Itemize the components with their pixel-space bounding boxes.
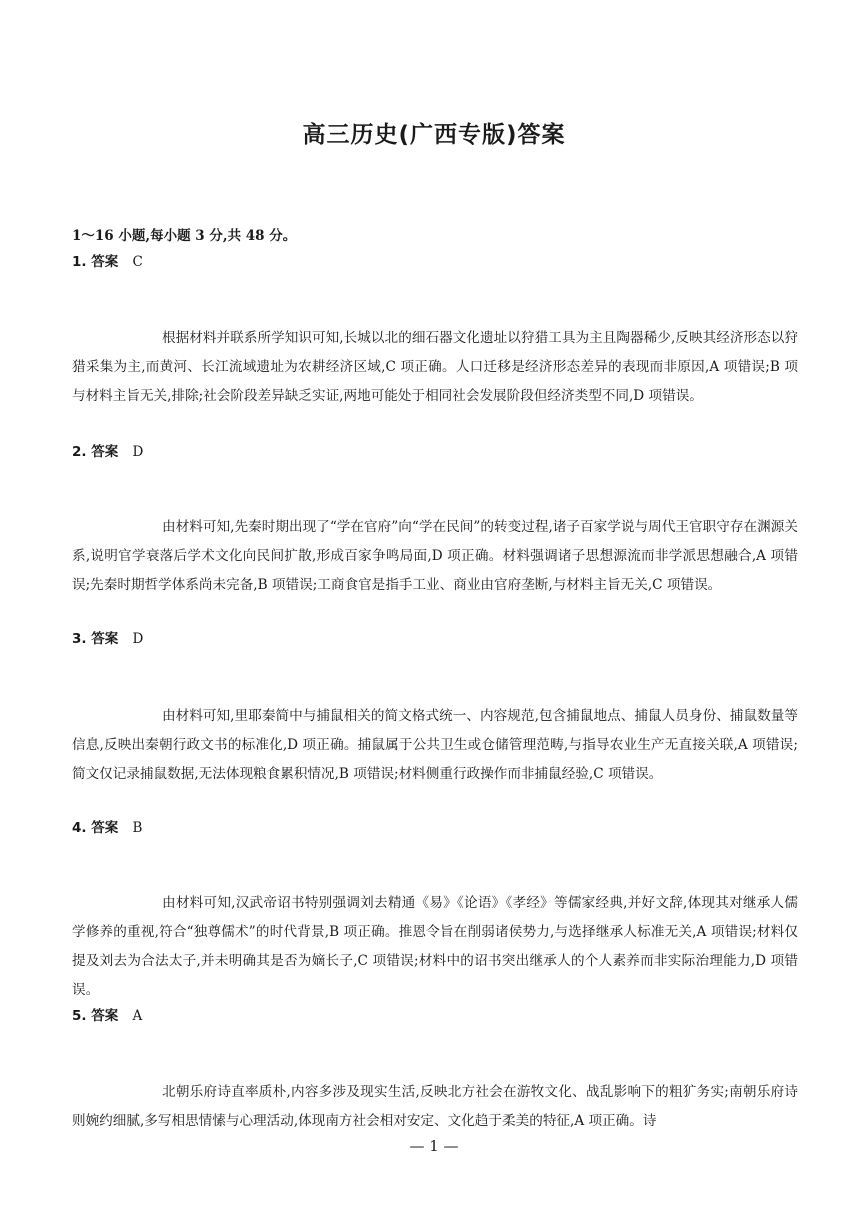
answer-letter: A [132, 1008, 143, 1024]
answer-number: 1. 答案 [72, 254, 119, 270]
answer-4-explanation: 由材料可知,汉武帝诏书特别强调刘去精通《易》《论语》《孝经》等儒家经典,并好文辞,体现其对继承人儒学修养的重视,符合“独尊儒术”的时代背景,B 项正确。推恩令旨在削弱诸侯势力,与选择继承人标准无关,A 项错误;材料仅提及刘去为合法太子,并未明确其是否为嫡长子,C 项错误;材料中的诏书突出继承人的个人素养而非实际治理能力,D 项错误。 [72, 895, 798, 998]
answer-number: 3. 答案 [72, 631, 119, 647]
page-number: — 1 — [409, 1137, 459, 1155]
answer-letter: D [132, 631, 144, 647]
answer-5-header [72, 1004, 142, 1024]
answer-letter: C [132, 254, 143, 270]
answer-number: 5. 答案 [72, 1008, 119, 1024]
section-intro: 1～16 小题,每小题 3 分,共 48 分。 [72, 228, 297, 244]
answer-letter: B [132, 820, 143, 836]
answer-2-explanation: 由材料可知,先秦时期出现了“学在官府”向“学在民间”的转变过程,诸子百家学说与周代王官职守存在渊源关系,说明官学衰落后学术文化向民间扩散,形成百家争鸣局面,D 项正确。材料强调诸子思想源流而非学派思想融合,A 项错误;先秦时期哲学体系尚未完备,B 项错误;工商食官是指手工业、商业由官府垄断,与材料主旨无关,C 项错误。 [72, 519, 798, 593]
answer-3-explanation: 由材料可知,里耶秦简中与捕鼠相关的简文格式统一、内容规范,包含捕鼠地点、捕鼠人员身份、捕鼠数量等信息,反映出秦朝行政文书的标准化,D 项正确。捕鼠属于公共卫生或仓储管理范畴,与指导农业生产无直接关联,A 项错误;简文仅记录捕鼠数据,无法体现粮食累积情况,B 项错误;材料侧重行政操作而非捕鼠经验,C 项错误。 [72, 708, 798, 782]
answer-1-explanation: 根据材料并联系所学知识可知,长城以北的细石器文化遗址以狩猎工具为主且陶器稀少,反映其经济形态以狩猎采集为主,而黄河、长江流域遗址为农耕经济区域,C 项正确。人口迁移是经济形态差异的表现而非原因,A 项错误;B 项与材料主旨无关,排除;社会阶段差异缺乏实证,两地可能处于相同社会发展阶段但经济类型不同,D 项错误。 [72, 330, 798, 404]
answer-2-header [72, 440, 143, 460]
answer-3-header [72, 627, 143, 647]
answer-number: 2. 答案 [72, 444, 119, 460]
answer-4-header [72, 816, 142, 836]
answer-letter: D [132, 444, 144, 460]
page-title: 高三历史(广西专版)答案 [302, 122, 566, 148]
answer-number: 4. 答案 [72, 820, 119, 836]
answer-5-explanation: 北朝乐府诗直率质朴,内容多涉及现实生活,反映北方社会在游牧文化、战乱影响下的粗犷务实;南朝乐府诗则婉约细腻,多写相思情愫与心理活动,体现南方社会相对安定、文化趋于柔美的特征,A 项正确。诗 [72, 1084, 798, 1129]
answer-1-header [72, 250, 143, 270]
